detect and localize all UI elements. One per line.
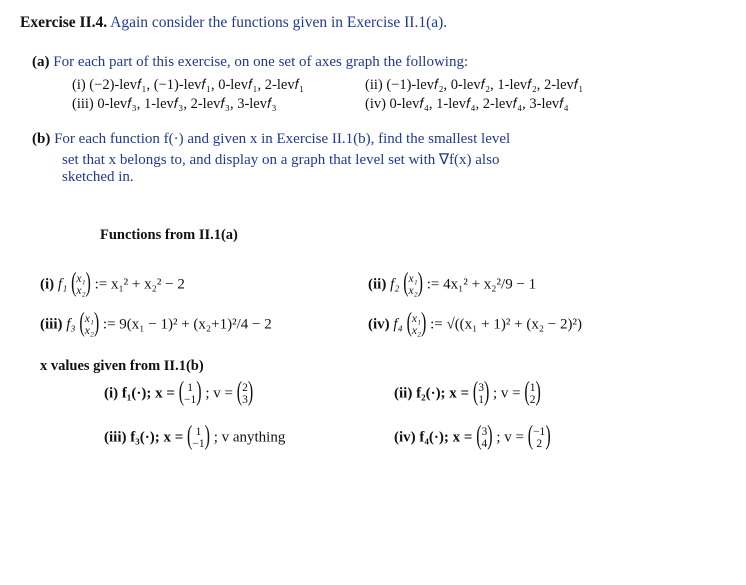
part-a-i	[72, 77, 304, 94]
left-paren: (	[524, 378, 530, 408]
function-ii-label: (ii)	[368, 276, 387, 293]
functions-heading: Functions from II.1(a)	[100, 227, 238, 243]
var-x2: x₂	[411, 325, 421, 337]
left-paren: (	[71, 269, 77, 299]
part-a-iv-text: (iv) 0-lev𝑓₄, 1-lev𝑓₄, 2-lev𝑓₄, 3-lev𝑓₄	[365, 96, 569, 112]
part-a	[32, 54, 468, 71]
x-value-ii	[394, 378, 541, 408]
function-i-label: (i)	[40, 276, 55, 293]
x-value-ii-x-bottom: 1	[478, 394, 484, 406]
x-value-ii-v-bottom: 2	[529, 394, 536, 406]
part-a-i-text: (i) (−2)-lev𝑓₁, (−1)-lev𝑓₁, 0-lev𝑓₁, 2-lev𝑓₁	[72, 77, 305, 93]
x-value-ii-v-top: 1	[529, 382, 536, 394]
part-a-iii-text: (iii) 0-lev𝑓₃, 1-lev𝑓₃, 2-lev𝑓₃, 3-lev𝑓₃	[72, 96, 277, 112]
x-value-iv-x-top: 3	[481, 426, 488, 438]
function-i-name: f₁	[57, 276, 68, 293]
x-value-iii-x	[192, 426, 204, 450]
x-value-iii-v-label: ; v anything	[213, 429, 286, 446]
part-a-text: For each part of this exercise, on one set of axes graph the following:	[53, 54, 469, 70]
exercise-title	[20, 14, 447, 32]
var-x1: x₁	[411, 313, 421, 325]
function-iii-def: := 9(x₁ − 1)² + (x₂+1)²/4 − 2	[102, 316, 272, 333]
function-iv-label: (iv)	[368, 316, 390, 333]
part-a-ii-text: (ii) (−1)-lev𝑓₂, 0-lev𝑓₂, 1-lev𝑓₂, 2-lev𝑓₁	[365, 77, 584, 93]
x-value-i-label: (i) f₁(·); x =	[104, 385, 175, 402]
function-i-def: := x₁² + x₂² − 2	[94, 276, 185, 293]
left-paren: (	[527, 422, 534, 452]
part-a-iii	[72, 96, 277, 113]
x-value-iv-v-label: ; v =	[496, 429, 524, 446]
part-b-line3: sketched in.	[62, 169, 134, 185]
right-paren: )	[487, 422, 493, 452]
right-paren: )	[93, 309, 100, 339]
part-a-ii	[365, 77, 583, 94]
function-iv	[368, 309, 582, 339]
x-value-iv-v-top: −1	[533, 426, 546, 438]
exercise-text: Again consider the functions given in Exercise II.1(a).	[110, 14, 448, 31]
x-value-ii-label: (ii) f₂(·); x =	[394, 385, 470, 402]
right-paren: )	[545, 422, 551, 452]
x-value-iv	[394, 422, 551, 452]
var-x2: x₂	[408, 285, 418, 297]
right-paren: )	[535, 378, 541, 408]
var-x1: x₁	[408, 273, 418, 285]
x-value-i-v-label: ; v =	[205, 385, 233, 402]
function-iii-label: (iii)	[40, 316, 63, 333]
function-ii	[368, 269, 537, 299]
x-value-iv-x-bottom: 4	[481, 438, 488, 450]
part-b-line2: set that x belongs to, and display on a graph that level set with ∇f(x) also	[62, 152, 500, 168]
left-paren: (	[79, 309, 85, 339]
function-i	[40, 269, 185, 299]
right-paren: )	[85, 269, 91, 299]
left-paren: (	[472, 378, 479, 408]
x-value-iii-x-top: 1	[195, 426, 202, 438]
function-iii-vector	[85, 313, 94, 337]
right-paren: )	[247, 378, 254, 408]
var-x2: x₂	[84, 325, 94, 337]
x-value-i-x	[184, 382, 196, 406]
part-b-label: (b)	[32, 131, 51, 147]
left-paren: (	[476, 422, 482, 452]
right-paren: )	[483, 378, 490, 408]
part-b	[32, 131, 510, 148]
x-value-i-v-bottom: 3	[242, 394, 248, 406]
right-paren: )	[196, 378, 202, 408]
part-b-line1: For each function f(·) and given x in Exercise II.1(b), find the smallest level	[54, 131, 511, 147]
x-value-iv-v	[533, 426, 545, 450]
function-iii-name: f₃	[66, 316, 76, 333]
function-ii-vector	[409, 273, 418, 297]
right-paren: )	[204, 422, 210, 452]
var-x1: x₁	[76, 273, 86, 285]
right-paren: )	[417, 269, 423, 299]
x-value-iii-label: (iii) f₃(·); x =	[104, 429, 184, 446]
x-value-iii-x-bottom: −1	[192, 438, 205, 450]
right-paren: )	[421, 309, 427, 339]
x-value-ii-x-top: 3	[478, 382, 484, 394]
x-value-iv-v-bottom: 2	[536, 438, 543, 450]
left-paren: (	[236, 378, 243, 408]
x-value-i-x-bottom: −1	[184, 394, 197, 406]
x-values-heading: x values given from II.1(b)	[40, 358, 204, 374]
function-iv-name: f₄	[393, 316, 403, 333]
x-value-iv-label: (iv) f₄(·); x =	[394, 429, 473, 446]
x-value-i	[104, 378, 254, 408]
left-paren: (	[187, 422, 193, 452]
function-iv-vector	[412, 313, 421, 337]
x-value-ii-v-label: ; v =	[493, 385, 521, 402]
left-paren: (	[178, 378, 185, 408]
function-ii-def: := 4x₁² + x₂²/9 − 1	[426, 276, 537, 293]
left-paren: (	[403, 269, 409, 299]
left-paren: (	[406, 309, 412, 339]
var-x1: x₁	[84, 313, 94, 325]
exercise-label: Exercise II.4.	[20, 14, 108, 31]
x-value-i-v-top: 2	[242, 382, 248, 394]
var-x2: x₂	[76, 285, 86, 297]
function-iv-def: := √((x₁ + 1)² + (x₂ − 2)²)	[430, 316, 582, 333]
function-ii-name: f₂	[390, 276, 400, 293]
function-iii	[40, 309, 272, 339]
x-value-iii	[104, 422, 286, 452]
part-a-label: (a)	[32, 54, 50, 70]
part-a-iv	[365, 96, 569, 113]
x-value-i-x-top: 1	[187, 382, 194, 394]
function-i-vector	[76, 273, 85, 297]
